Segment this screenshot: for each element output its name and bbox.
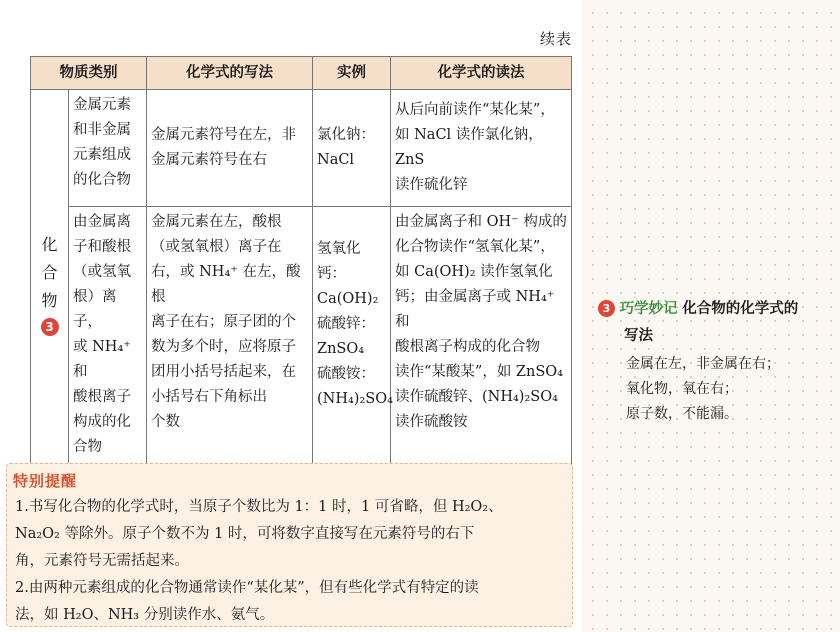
- header-reading: 化学式的读法: [391, 57, 572, 90]
- table-row: [31, 207, 572, 481]
- writing-cell: [147, 90, 313, 207]
- cell-line: 右，或 NH₄⁺ 在左，酸根: [151, 264, 301, 305]
- cell-line: 或 NH₄⁺ 和: [73, 339, 131, 380]
- table-header-row: [31, 57, 572, 90]
- cell-line: 的化合物: [73, 172, 131, 188]
- cell-line: 金属元素在左，酸根: [151, 214, 282, 230]
- cell-line: 读作硫化锌: [395, 177, 468, 193]
- table-row: [31, 90, 572, 207]
- cell-line: 如 Ca(OH)₂ 读作氢氧化: [395, 264, 553, 280]
- cell-line: 子和酸根: [73, 239, 131, 255]
- compound-formula-table: [30, 56, 572, 481]
- cell-line: 硫酸锌：: [317, 316, 375, 332]
- tip-lines: [598, 352, 834, 427]
- cell-line: 化合物读作“氢氧化某”，: [395, 239, 555, 255]
- cell-line: 酸根离子构成的化合物: [395, 339, 540, 355]
- cell-line: 团用小括号括起来，在: [151, 364, 296, 380]
- continued-label: 续表: [539, 30, 572, 48]
- reminder-title: 特别提醒: [13, 472, 78, 490]
- cell-line: 小括号右下角标出: [151, 389, 267, 405]
- cell-line: 由金属离子和 OH⁻ 构成的: [395, 214, 567, 230]
- section-badge: 3: [41, 318, 59, 336]
- cell-line: 从后向前读作“某化某”，: [395, 102, 555, 118]
- tip-line: 氧化物，氧在右；: [626, 381, 738, 397]
- tip-heading: [598, 296, 834, 323]
- reminder-line: Na₂O₂ 等除外。原子个数不为 1 时，可将数字直接写在元素符号的右下: [15, 526, 475, 542]
- reading-cell: [391, 207, 572, 481]
- side-label-cell: [31, 90, 69, 481]
- cell-line: 硫酸铵：: [317, 366, 375, 382]
- category-cell: [69, 90, 147, 207]
- cell-line: 合物: [73, 439, 102, 455]
- cell-line: 钙；由金属离子或 NH₄⁺ 和: [395, 289, 555, 330]
- cell-line: 由金属离: [73, 214, 131, 230]
- tip-title: 化合物的化学式的: [682, 301, 799, 317]
- memory-tip: [598, 296, 834, 427]
- cell-line: 读作硫酸锌、(NH₄)₂SO₄: [395, 389, 558, 405]
- cell-line: NaCl: [317, 152, 355, 168]
- cell-line: 个数: [151, 414, 180, 430]
- cell-line: 氢氧化钙：: [317, 241, 361, 282]
- reminder-line: 角，元素符号无需括起来。: [15, 553, 189, 569]
- tip-badge: 3: [598, 300, 615, 317]
- writing-cell: [147, 207, 313, 481]
- tip-line: 原子数，不能漏。: [626, 406, 738, 422]
- cell-line: 根）离子，: [73, 289, 117, 330]
- cell-line: （或氢氧: [73, 264, 131, 280]
- cell-line: 金属元素符号在左，非: [151, 127, 296, 143]
- header-writing: 化学式的写法: [147, 57, 313, 90]
- reminder-line: 2.由两种元素组成的化合物通常读作“某化某”，但有些化学式有特定的读: [15, 580, 479, 596]
- cell-line: 如 NaCl 读作氯化钠，ZnS: [395, 127, 543, 168]
- cell-line: 读作“某酸某”，如 ZnSO₄: [395, 364, 563, 380]
- cell-line: Ca(OH)₂: [317, 291, 379, 307]
- tip-tag: 巧学妙记: [619, 301, 678, 317]
- cell-line: 构成的化: [73, 414, 131, 430]
- cell-line: 金属元素符号在右: [151, 152, 267, 168]
- reading-cell: [391, 90, 572, 207]
- cell-line: 酸根离子: [73, 389, 131, 405]
- cell-line: （或氢氧根）离子在: [151, 239, 282, 255]
- header-category: 物质类别: [31, 57, 147, 90]
- cell-line: 数为多个时，应将原子: [151, 339, 296, 355]
- example-cell: [313, 90, 391, 207]
- side-label: 化合物: [41, 234, 58, 310]
- special-reminder-box: [6, 463, 573, 627]
- category-cell: [69, 207, 147, 481]
- cell-line: 氯化钠：: [317, 127, 375, 143]
- reminder-line: 1.书写化合物的化学式时，当原子个数比为 1：1 时，1 可省略，但 H₂O₂、: [15, 499, 503, 515]
- tip-title-continued: 写法: [624, 328, 653, 344]
- example-cell: [313, 207, 391, 481]
- cell-line: 离子在右；原子团的个: [151, 314, 296, 330]
- reminder-body: [15, 494, 567, 629]
- cell-line: ZnSO₄: [317, 341, 365, 357]
- cell-line: 金属元素: [73, 97, 131, 113]
- tip-line: 金属在左，非金属在右；: [626, 356, 780, 372]
- reminder-item: [15, 494, 567, 575]
- cell-line: 和非金属: [73, 122, 131, 138]
- cell-line: (NH₄)₂SO₄: [317, 391, 393, 407]
- cell-line: 读作硫酸铵: [395, 414, 468, 430]
- header-example: 实例: [313, 57, 391, 90]
- reminder-line: 法，如 H₂O、NH₃ 分别读作水、氨气。: [15, 607, 275, 623]
- cell-line: 元素组成: [73, 147, 131, 163]
- reminder-item: [15, 575, 567, 629]
